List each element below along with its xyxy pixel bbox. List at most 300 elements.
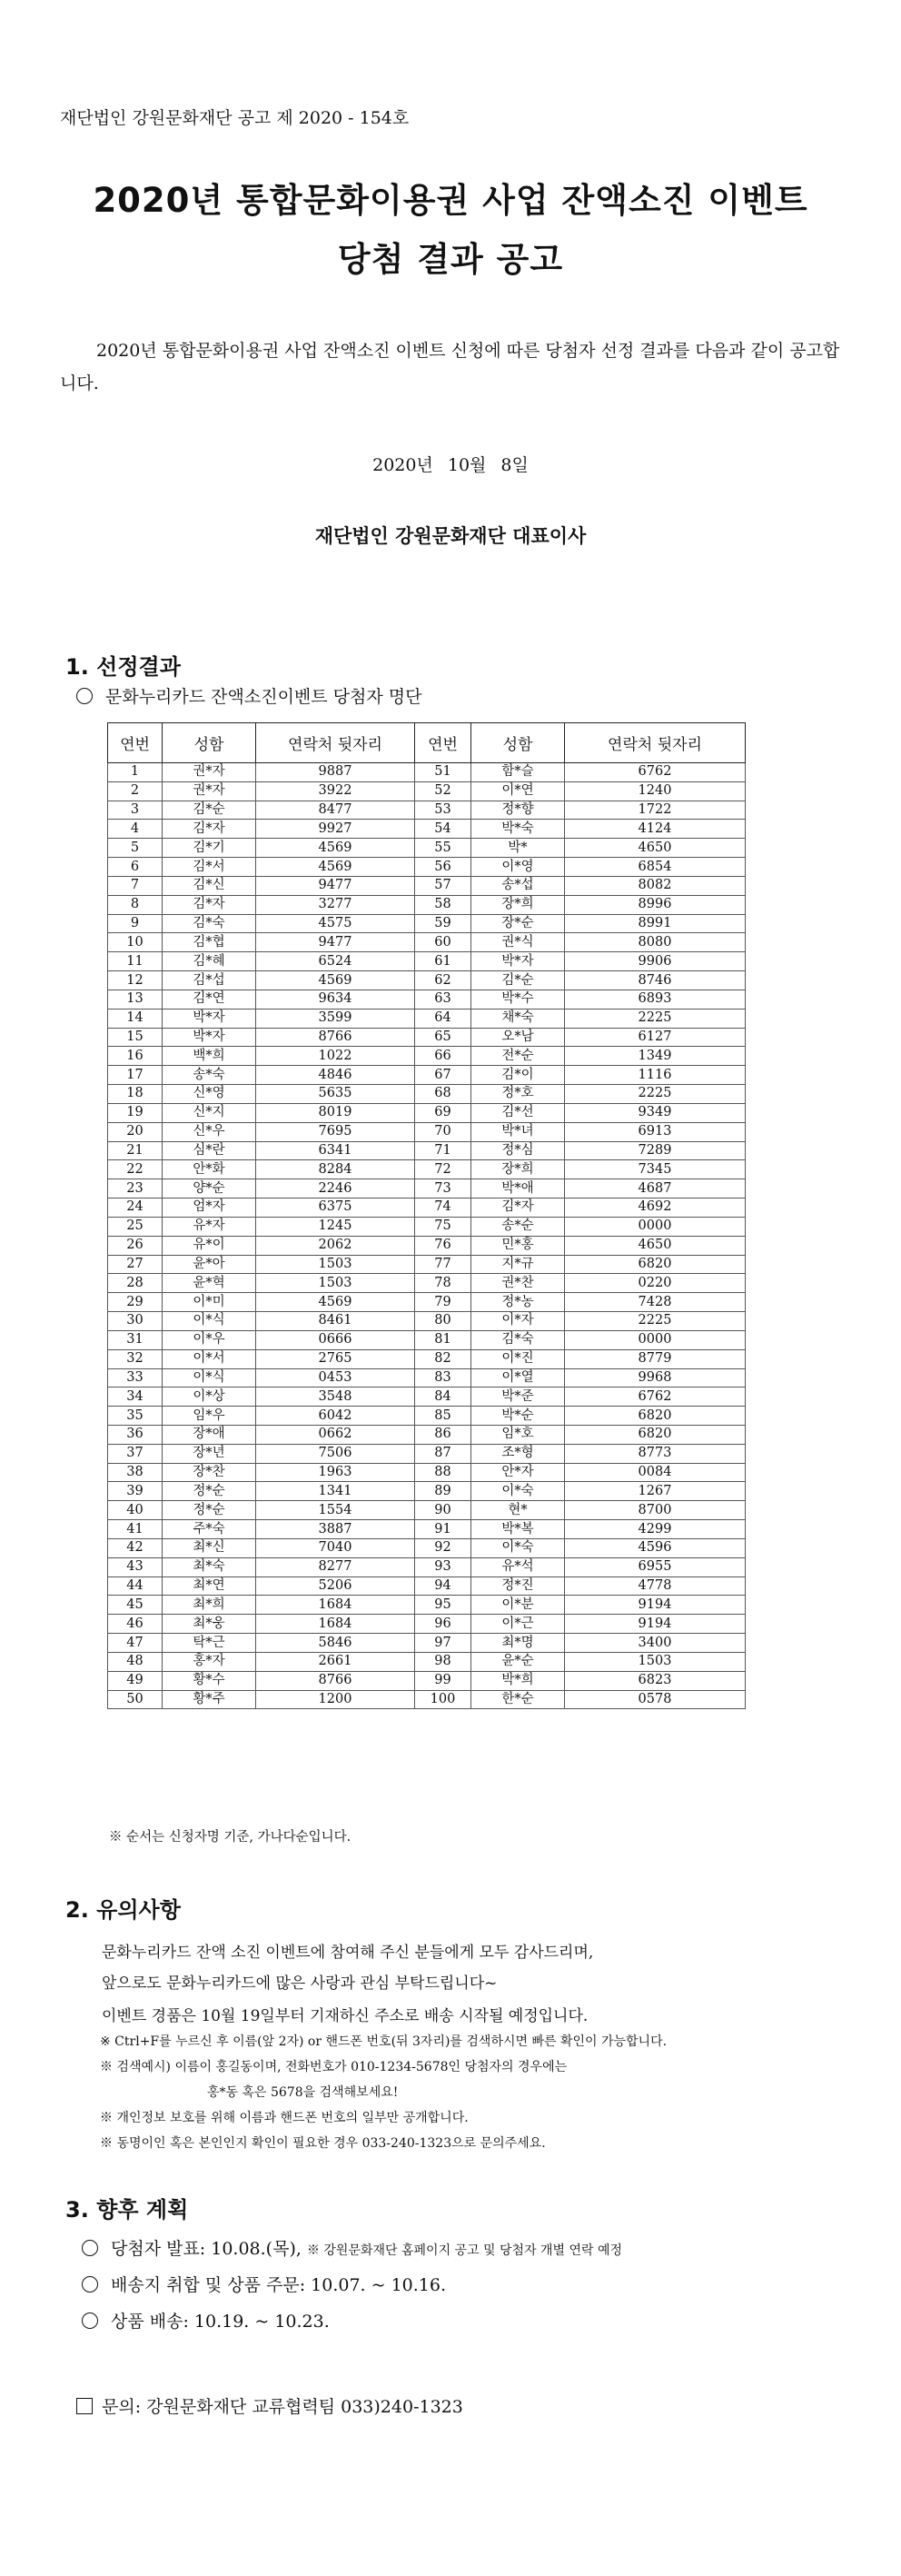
table-cell: 69 — [415, 1103, 471, 1122]
table-cell: 김*순 — [471, 971, 565, 990]
table-cell: 장*희 — [471, 895, 565, 914]
table-cell: 46 — [108, 1615, 163, 1634]
table-row — [108, 1103, 746, 1122]
table-cell: 9 — [108, 914, 163, 933]
table-cell: 36 — [108, 1425, 163, 1444]
table-row — [108, 1179, 746, 1198]
table-cell: 89 — [415, 1482, 471, 1501]
checkbox-square-icon — [76, 2398, 93, 2414]
table-cell: 42 — [108, 1538, 163, 1557]
table-row — [108, 1615, 746, 1634]
table-row — [108, 1274, 746, 1293]
table-cell: 84 — [415, 1387, 471, 1407]
table-cell: 정*진 — [471, 1576, 565, 1596]
table-cell: 김*숙 — [471, 1330, 565, 1349]
table-cell: 박*순 — [471, 1407, 565, 1426]
table-row — [108, 1501, 746, 1520]
table-cell: 3922 — [256, 781, 415, 801]
table-cell: 4 — [108, 820, 163, 839]
table-cell: 6042 — [256, 1407, 415, 1426]
table-row — [108, 1293, 746, 1312]
table-cell: 최*신 — [163, 1538, 256, 1557]
table-cell: 윤*혁 — [163, 1274, 256, 1293]
table-cell: 53 — [415, 801, 471, 820]
table-cell: 최*웅 — [163, 1615, 256, 1634]
table-cell: 권*식 — [471, 933, 565, 952]
table-cell: 유*석 — [471, 1557, 565, 1576]
table-cell: 66 — [415, 1047, 471, 1066]
table-cell: 1349 — [565, 1047, 746, 1066]
table-cell: 0000 — [565, 1217, 746, 1236]
notes-line-2: 앞으로도 문화누리카드에 많은 사랑과 관심 부탁드립니다~ — [102, 1974, 498, 1993]
table-cell: 71 — [415, 1141, 471, 1160]
results-subtitle-text: 문화누리카드 잔액소진이벤트 당첨자 명단 — [105, 687, 422, 707]
table-row — [108, 858, 746, 877]
column-header: 연번 — [108, 723, 163, 763]
table-cell: 8 — [108, 895, 163, 914]
table-cell: 조*형 — [471, 1444, 565, 1463]
table-cell: 92 — [415, 1538, 471, 1557]
table-cell: 윤*순 — [471, 1652, 565, 1671]
table-cell: 41 — [108, 1520, 163, 1539]
table-cell: 2225 — [565, 1312, 746, 1331]
table-cell: 9194 — [565, 1596, 746, 1615]
table-cell: 30 — [108, 1312, 163, 1331]
table-cell: 1722 — [565, 801, 746, 820]
table-cell: 8700 — [565, 1501, 746, 1520]
table-cell: 정*농 — [471, 1293, 565, 1312]
table-cell: 장*희 — [471, 1160, 565, 1179]
table-row — [108, 1009, 746, 1028]
table-cell: 51 — [415, 763, 471, 782]
notes-tip-2: ※ 검색예시) 이름이 홍길동이며, 전화번호가 010-1234-5678인 당첨자의 경우에는 — [100, 2060, 568, 2074]
table-cell: 6762 — [565, 763, 746, 782]
table-cell: 37 — [108, 1444, 163, 1463]
table-cell: 전*순 — [471, 1047, 565, 1066]
plan-item-3-text: 상품 배송: 10.19. ~ 10.23. — [111, 2312, 330, 2332]
table-cell: 3599 — [256, 1009, 415, 1028]
table-row — [108, 1538, 746, 1557]
table-cell: 황*수 — [163, 1671, 256, 1690]
table-cell: 김*자 — [471, 1198, 565, 1218]
table-cell: 99 — [415, 1671, 471, 1690]
table-cell: 6127 — [565, 1028, 746, 1047]
table-cell: 58 — [415, 895, 471, 914]
column-header: 연번 — [415, 723, 471, 763]
table-cell: 5206 — [256, 1576, 415, 1596]
table-cell: 엄*자 — [163, 1198, 256, 1218]
table-row — [108, 876, 746, 895]
table-cell: 신*우 — [163, 1122, 256, 1141]
table-row — [108, 1671, 746, 1690]
circle-bullet-icon — [82, 2276, 98, 2293]
table-cell: 33 — [108, 1368, 163, 1387]
table-cell: 김*혜 — [163, 952, 256, 971]
table-cell: 장*찬 — [163, 1463, 256, 1482]
table-cell: 탁*근 — [163, 1634, 256, 1653]
table-cell: 유*이 — [163, 1236, 256, 1255]
table-cell: 29 — [108, 1293, 163, 1312]
table-cell: 38 — [108, 1463, 163, 1482]
notice-number: 재단법인 강원문화재단 공고 제 2020 - 154호 — [60, 108, 410, 128]
table-cell: 28 — [108, 1274, 163, 1293]
winners-table — [107, 722, 746, 1709]
table-cell: 1341 — [256, 1482, 415, 1501]
table-cell: 7428 — [565, 1293, 746, 1312]
table-cell: 1267 — [565, 1482, 746, 1501]
table-cell: 현* — [471, 1501, 565, 1520]
table-cell: 83 — [415, 1368, 471, 1387]
table-cell: 이*상 — [163, 1387, 256, 1407]
table-cell: 0084 — [565, 1463, 746, 1482]
signer: 재단법인 강원문화재단 대표이사 — [314, 524, 587, 547]
section-title-plan: 3. 향후 계획 — [65, 2197, 189, 2223]
table-row — [108, 1444, 746, 1463]
table-cell: 57 — [415, 876, 471, 895]
table-cell: 0000 — [565, 1330, 746, 1349]
table-cell: 7506 — [256, 1444, 415, 1463]
column-header: 성함 — [163, 723, 256, 763]
table-cell: 이*분 — [471, 1596, 565, 1615]
table-row — [108, 1634, 746, 1653]
table-cell: 김*선 — [471, 1103, 565, 1122]
table-cell: 68 — [415, 1085, 471, 1104]
table-row — [108, 801, 746, 820]
table-cell: 1684 — [256, 1615, 415, 1634]
table-cell: 15 — [108, 1028, 163, 1047]
table-cell: 78 — [415, 1274, 471, 1293]
table-cell: 민*홍 — [471, 1236, 565, 1255]
table-cell: 3400 — [565, 1634, 746, 1653]
table-cell: 8773 — [565, 1444, 746, 1463]
table-row — [108, 990, 746, 1009]
table-cell: 0220 — [565, 1274, 746, 1293]
plan-item-1 — [82, 2235, 622, 2260]
table-cell: 2225 — [565, 1009, 746, 1028]
table-cell: 24 — [108, 1198, 163, 1218]
table-row — [108, 1368, 746, 1387]
table-cell: 82 — [415, 1349, 471, 1368]
table-cell: 23 — [108, 1179, 163, 1198]
table-cell: 1245 — [256, 1217, 415, 1236]
table-row — [108, 1349, 746, 1368]
table-cell: 박*준 — [471, 1387, 565, 1407]
table-row — [108, 1047, 746, 1066]
plan-item-1-note: ※ 강원문화재단 홈페이지 공고 및 당첨자 개별 연락 예정 — [306, 2243, 623, 2258]
table-cell: 44 — [108, 1576, 163, 1596]
table-cell: 김*자 — [163, 895, 256, 914]
table-cell: 48 — [108, 1652, 163, 1671]
table-cell: 8996 — [565, 895, 746, 914]
intro-paragraph: 2020년 통합문화이용권 사업 잔액소진 이벤트 신청에 따른 당첨자 선정 결과를 다음과 같이 공고합니다. — [60, 341, 840, 393]
table-cell: 정*순 — [163, 1501, 256, 1520]
table-cell: 박*수 — [471, 990, 565, 1009]
table-cell: 정*향 — [471, 801, 565, 820]
contact-text: 문의: 강원문화재단 교류협력팀 033)240-1323 — [102, 2397, 463, 2417]
table-cell: 61 — [415, 952, 471, 971]
table-cell: 권*찬 — [471, 1274, 565, 1293]
table-cell: 이*연 — [471, 781, 565, 801]
table-cell: 5846 — [256, 1634, 415, 1653]
plan-item-2-text: 배송지 취합 및 상품 주문: 10.07. ~ 10.16. — [111, 2275, 447, 2295]
table-cell: 4124 — [565, 820, 746, 839]
table-cell: 4687 — [565, 1179, 746, 1198]
table-cell: 6820 — [565, 1425, 746, 1444]
table-cell: 76 — [415, 1236, 471, 1255]
table-row — [108, 1407, 746, 1426]
table-cell: 1503 — [565, 1652, 746, 1671]
table-cell: 송*순 — [471, 1217, 565, 1236]
table-row — [108, 820, 746, 839]
table-cell: 김*협 — [163, 933, 256, 952]
table-cell: 7695 — [256, 1122, 415, 1141]
table-cell: 8991 — [565, 914, 746, 933]
notes-line-1: 문화누리카드 잔액 소진 이벤트에 참여해 주신 분들에게 모두 감사드리며, — [102, 1944, 594, 1962]
table-row — [108, 1557, 746, 1576]
table-cell: 86 — [415, 1425, 471, 1444]
table-cell: 안*자 — [471, 1463, 565, 1482]
table-cell: 74 — [415, 1198, 471, 1218]
table-cell: 4650 — [565, 1236, 746, 1255]
table-row — [108, 1652, 746, 1671]
table-cell: 박* — [471, 839, 565, 858]
table-cell: 73 — [415, 1179, 471, 1198]
table-cell: 이*숙 — [471, 1538, 565, 1557]
table-cell: 김*연 — [163, 990, 256, 1009]
table-cell: 49 — [108, 1671, 163, 1690]
plan-item-3 — [82, 2308, 330, 2332]
table-cell: 12 — [108, 971, 163, 990]
table-cell: 87 — [415, 1444, 471, 1463]
table-cell: 54 — [415, 820, 471, 839]
table-cell: 6820 — [565, 1407, 746, 1426]
table-cell: 장*애 — [163, 1425, 256, 1444]
table-cell: 6893 — [565, 990, 746, 1009]
table-cell: 8082 — [565, 876, 746, 895]
table-cell: 17 — [108, 1066, 163, 1085]
table-cell: 79 — [415, 1293, 471, 1312]
table-cell: 2246 — [256, 1179, 415, 1198]
table-cell: 9634 — [256, 990, 415, 1009]
table-cell: 4569 — [256, 1293, 415, 1312]
table-cell: 19 — [108, 1103, 163, 1122]
table-cell: 임*호 — [471, 1425, 565, 1444]
table-cell: 박*희 — [471, 1671, 565, 1690]
table-cell: 4569 — [256, 858, 415, 877]
column-header: 성함 — [471, 723, 565, 763]
table-cell: 지*규 — [471, 1255, 565, 1274]
table-cell: 김*이 — [471, 1066, 565, 1085]
table-cell: 임*우 — [163, 1407, 256, 1426]
table-cell: 52 — [415, 781, 471, 801]
table-cell: 98 — [415, 1652, 471, 1671]
table-cell: 93 — [415, 1557, 471, 1576]
table-cell: 백*희 — [163, 1047, 256, 1066]
table-cell: 75 — [415, 1217, 471, 1236]
results-subtitle — [76, 683, 422, 708]
table-cell: 5 — [108, 839, 163, 858]
table-cell: 43 — [108, 1557, 163, 1576]
table-cell: 이*숙 — [471, 1482, 565, 1501]
notes-tip-1: ※ Ctrl+F를 누르신 후 이름(앞 2자) or 핸드폰 번호(뒤 3자리)를 검색하시면 빠른 확인이 가능합니다. — [100, 2034, 668, 2049]
table-cell: 2225 — [565, 1085, 746, 1104]
table-cell: 67 — [415, 1066, 471, 1085]
table-cell: 20 — [108, 1122, 163, 1141]
table-cell: 2661 — [256, 1652, 415, 1671]
table-cell: 권*자 — [163, 781, 256, 801]
table-cell: 0666 — [256, 1330, 415, 1349]
table-cell: 박*자 — [163, 1028, 256, 1047]
table-cell: 22 — [108, 1160, 163, 1179]
table-cell: 91 — [415, 1520, 471, 1539]
table-cell: 2765 — [256, 1349, 415, 1368]
page-title: 2020년 통합문화이용권 사업 잔액소진 이벤트 — [93, 181, 808, 220]
table-cell: 김*섭 — [163, 971, 256, 990]
table-cell: 유*자 — [163, 1217, 256, 1236]
column-header: 연락처 뒷자리 — [565, 723, 746, 763]
table-cell: 박*애 — [471, 1179, 565, 1198]
table-row — [108, 781, 746, 801]
table-cell: 4596 — [565, 1538, 746, 1557]
table-cell: 4575 — [256, 914, 415, 933]
table-cell: 72 — [415, 1160, 471, 1179]
circle-bullet-icon — [82, 2240, 98, 2256]
table-cell: 정*심 — [471, 1141, 565, 1160]
notes-tip-2-example: 홍*동 혹은 5678을 검색해보세요! — [207, 2085, 399, 2100]
table-cell: 이*영 — [471, 858, 565, 877]
table-row — [108, 1576, 746, 1596]
table-cell: 4569 — [256, 839, 415, 858]
table-cell: 81 — [415, 1330, 471, 1349]
table-cell: 이*근 — [471, 1615, 565, 1634]
table-cell: 11 — [108, 952, 163, 971]
circle-bullet-icon — [76, 688, 93, 704]
table-cell: 홍*자 — [163, 1652, 256, 1671]
table-cell: 21 — [108, 1141, 163, 1160]
table-cell: 4650 — [565, 839, 746, 858]
table-cell: 김*숙 — [163, 914, 256, 933]
table-row — [108, 1198, 746, 1218]
section-title-notes: 2. 유의사항 — [65, 1897, 181, 1923]
table-cell: 8766 — [256, 1028, 415, 1047]
table-cell: 1503 — [256, 1255, 415, 1274]
notes-tip-4: ※ 동명이인 혹은 본인인지 확인이 필요한 경우 033-240-1323으로 문의주세요. — [100, 2136, 546, 2151]
table-cell: 32 — [108, 1349, 163, 1368]
table-cell: 2062 — [256, 1236, 415, 1255]
table-cell: 이*미 — [163, 1293, 256, 1312]
table-cell: 96 — [415, 1615, 471, 1634]
table-cell: 신*영 — [163, 1085, 256, 1104]
table-cell: 88 — [415, 1463, 471, 1482]
table-cell: 이*식 — [163, 1312, 256, 1331]
table-body — [108, 763, 746, 1709]
table-cell: 권*자 — [163, 763, 256, 782]
table-cell: 4692 — [565, 1198, 746, 1218]
table-cell: 8019 — [256, 1103, 415, 1122]
table-cell: 9194 — [565, 1615, 746, 1634]
table-cell: 6524 — [256, 952, 415, 971]
table-cell: 9927 — [256, 820, 415, 839]
table-cell: 4846 — [256, 1066, 415, 1085]
table-cell: 55 — [415, 839, 471, 858]
table-cell: 송*숙 — [163, 1066, 256, 1085]
table-cell: 39 — [108, 1482, 163, 1501]
table-row — [108, 1330, 746, 1349]
table-cell: 0662 — [256, 1425, 415, 1444]
table-cell: 70 — [415, 1122, 471, 1141]
table-cell: 정*순 — [163, 1482, 256, 1501]
table-cell: 이*자 — [471, 1312, 565, 1331]
table-cell: 4778 — [565, 1576, 746, 1596]
table-cell: 한*순 — [471, 1690, 565, 1709]
table-cell: 4299 — [565, 1520, 746, 1539]
table-row — [108, 952, 746, 971]
section-title-results: 1. 선정결과 — [65, 654, 181, 680]
table-cell: 10 — [108, 933, 163, 952]
table-cell: 6 — [108, 858, 163, 877]
table-cell: 4569 — [256, 971, 415, 990]
table-cell: 14 — [108, 1009, 163, 1028]
table-cell: 황*주 — [163, 1690, 256, 1709]
table-row — [108, 839, 746, 858]
table-cell: 26 — [108, 1236, 163, 1255]
table-cell: 6955 — [565, 1557, 746, 1576]
table-cell: 13 — [108, 990, 163, 1009]
table-cell: 박*자 — [163, 1009, 256, 1028]
table-cell: 최*희 — [163, 1596, 256, 1615]
table-cell: 6913 — [565, 1122, 746, 1141]
table-cell: 2 — [108, 781, 163, 801]
table-row — [108, 1028, 746, 1047]
table-cell: 3 — [108, 801, 163, 820]
table-row — [108, 763, 746, 782]
table-cell: 18 — [108, 1085, 163, 1104]
table-cell: 박*복 — [471, 1520, 565, 1539]
table-cell: 1554 — [256, 1501, 415, 1520]
table-cell: 8080 — [565, 933, 746, 952]
announcement-date: 2020년 10월 8일 — [372, 455, 529, 475]
table-cell: 6762 — [565, 1387, 746, 1407]
table-row — [108, 1690, 746, 1709]
table-cell: 1022 — [256, 1047, 415, 1066]
table-cell: 25 — [108, 1217, 163, 1236]
table-cell: 0453 — [256, 1368, 415, 1387]
table-cell: 양*순 — [163, 1179, 256, 1198]
table-cell: 16 — [108, 1047, 163, 1066]
table-cell: 장*년 — [163, 1444, 256, 1463]
table-cell: 80 — [415, 1312, 471, 1331]
table-cell: 1963 — [256, 1463, 415, 1482]
table-cell: 31 — [108, 1330, 163, 1349]
table-row — [108, 1122, 746, 1141]
table-cell: 5635 — [256, 1085, 415, 1104]
table-row — [108, 971, 746, 990]
table-cell: 1503 — [256, 1274, 415, 1293]
table-cell: 1684 — [256, 1596, 415, 1615]
table-row — [108, 1217, 746, 1236]
table-cell: 안*화 — [163, 1160, 256, 1179]
plan-item-2 — [82, 2272, 446, 2296]
table-row — [108, 1387, 746, 1407]
table-cell: 윤*아 — [163, 1255, 256, 1274]
table-cell: 3887 — [256, 1520, 415, 1539]
table-cell: 59 — [415, 914, 471, 933]
table-cell: 함*슬 — [471, 763, 565, 782]
table-cell: 박*자 — [471, 952, 565, 971]
table-cell: 8477 — [256, 801, 415, 820]
table-row — [108, 1085, 746, 1104]
table-cell: 62 — [415, 971, 471, 990]
